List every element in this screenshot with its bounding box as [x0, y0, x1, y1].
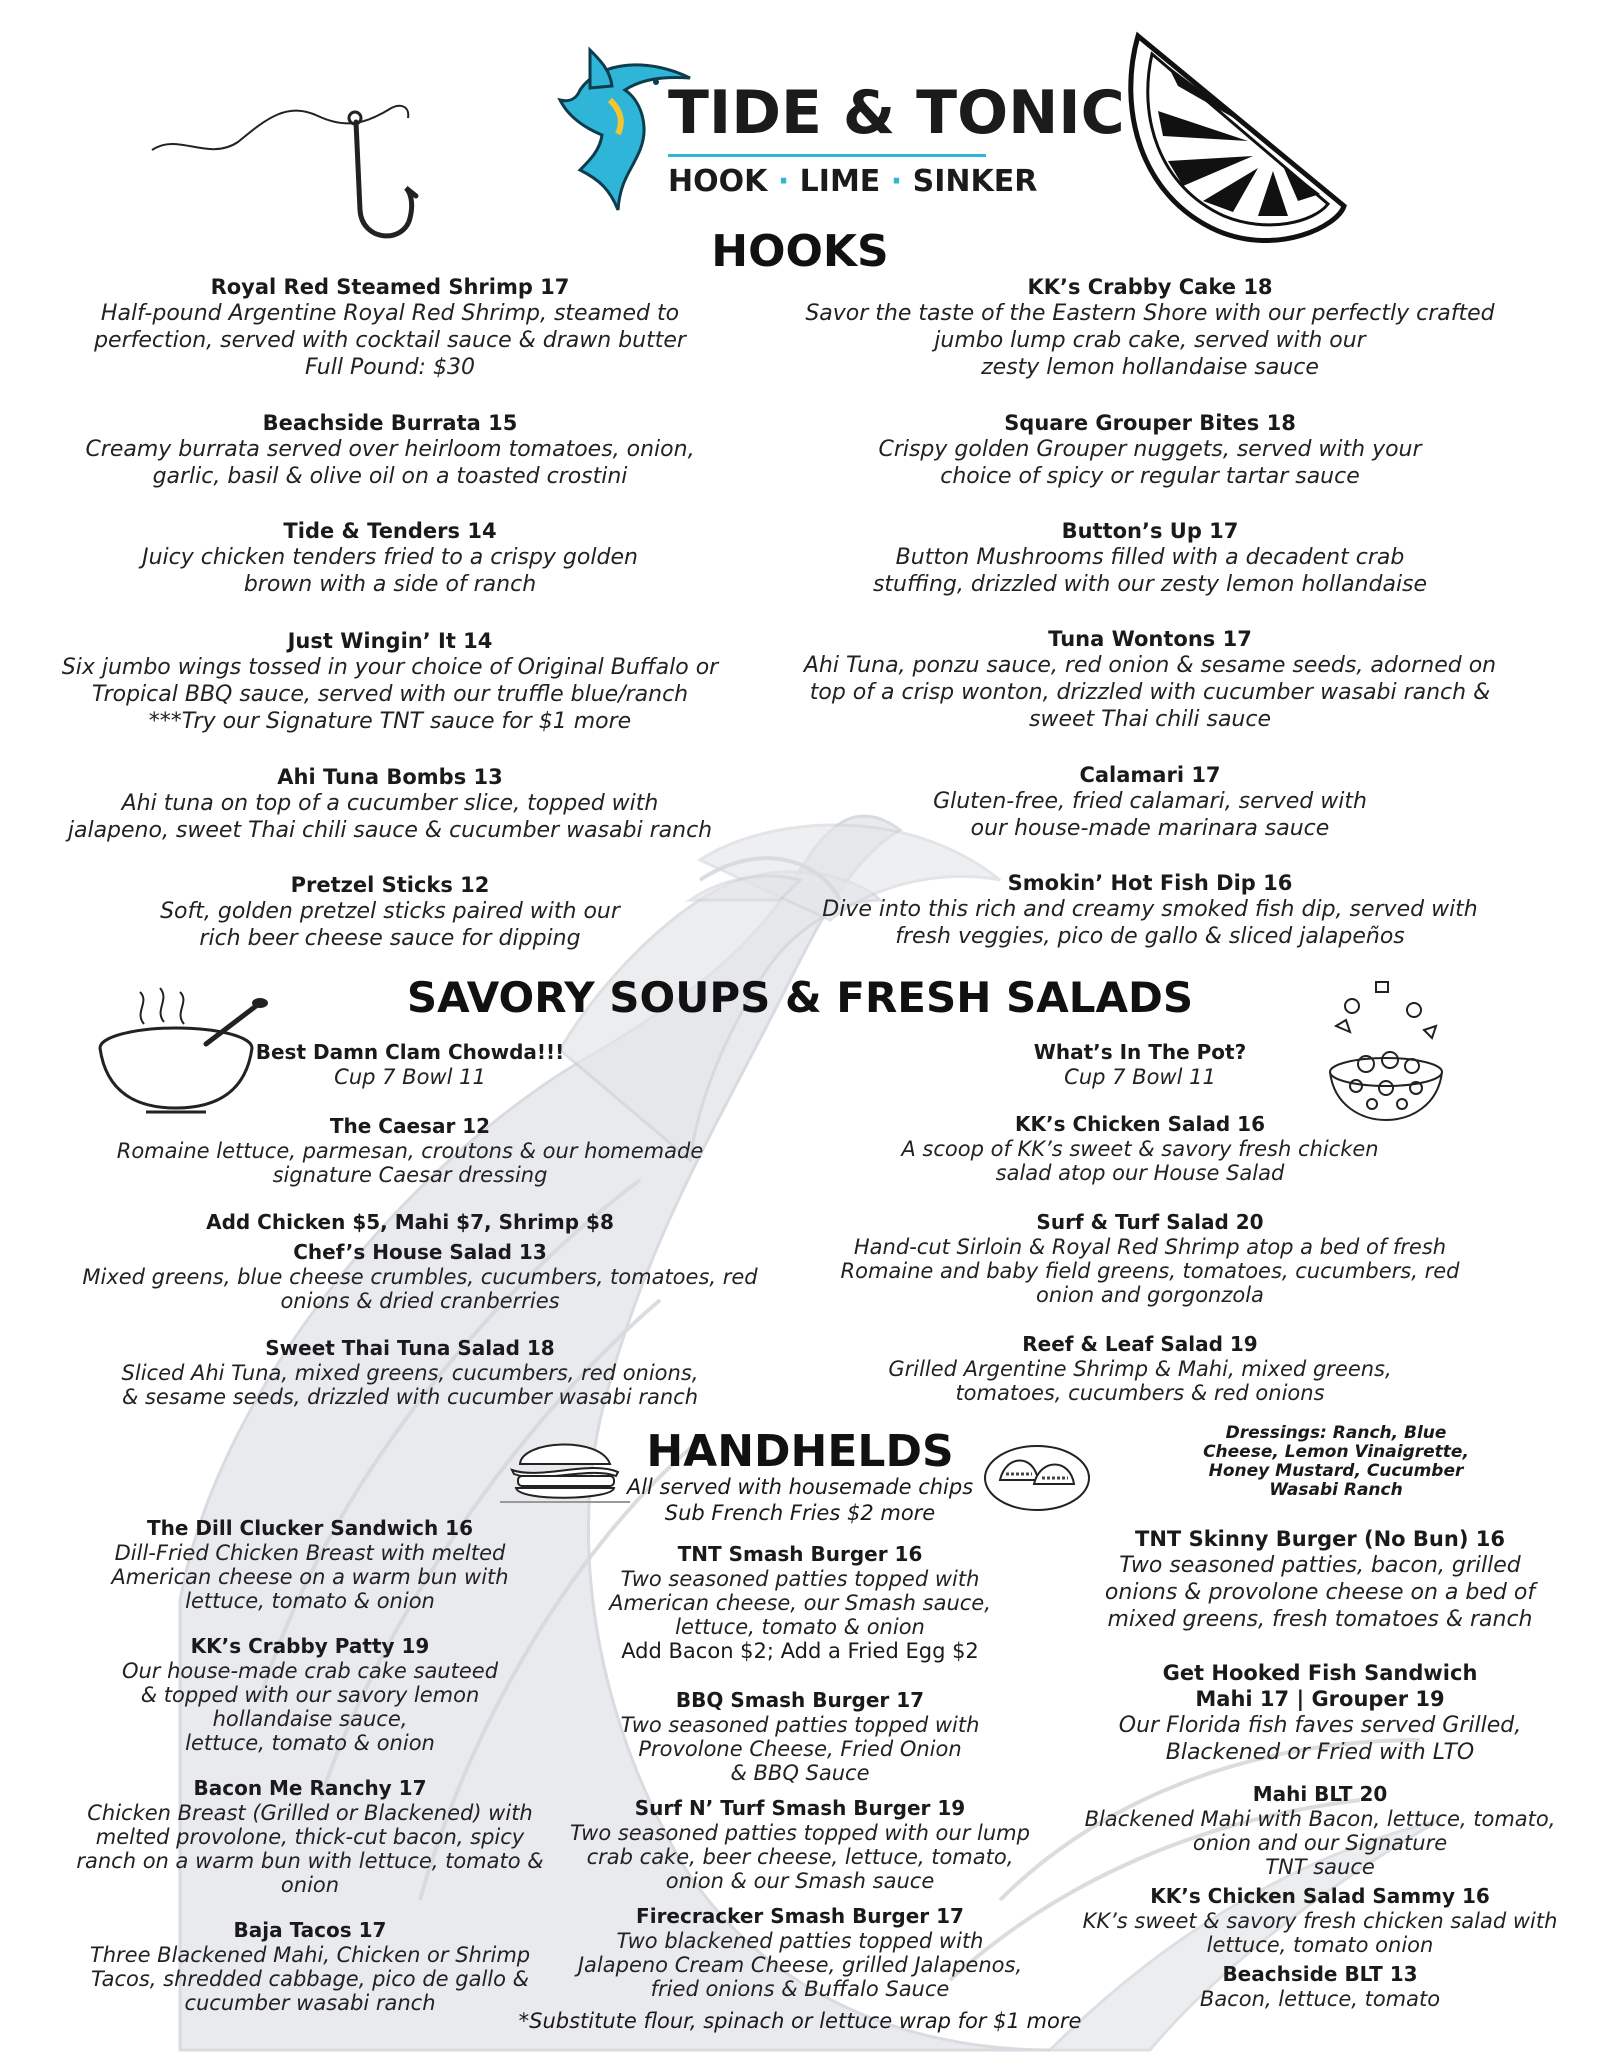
menu-item: Surf & Turf Salad 20 Hand-cut Sirloin & Royal Red Shrimp atop a bed of fresh Romaine and baby field greens, tomatoes, cucumbers, red onion and gorgonzola [840, 1210, 1460, 1307]
logo-title: TIDE & TONIC [668, 78, 1125, 148]
menu-item: KK’s Crabby Patty 19 Our house-made crab cake sauteed & topped with our savory lemon hollandaise sauce, lettuce, tomato & onion [121, 1634, 499, 1755]
menu-item: Add Chicken $5, Mahi $7, Shrimp $8 [206, 1210, 614, 1234]
menu-item: KK’s Chicken Salad Sammy 16 KK’s sweet & savory fresh chicken salad with lettuce, tomato onion [1082, 1884, 1558, 1957]
section-heading-soups: SAVORY SOUPS & FRESH SALADS [406, 973, 1194, 1022]
menu-item: Firecracker Smash Burger 17 Two blackened patties topped with Jalapeno Cream Cheese, grilled Jalapenos, fried onions & Buffalo Sauce [577, 1904, 1023, 2001]
logo-rule [668, 154, 986, 157]
menu-item: Baja Tacos 17 Three Blackened Mahi, Chicken or Shrimp Tacos, shredded cabbage, pico de gallo & cucumber wasabi ranch [89, 1918, 531, 2015]
menu-item: Chef’s House Salad 13 Mixed greens, blue cheese crumbles, cucumbers, tomatoes, red onions & dried cranberries [82, 1240, 758, 1313]
menu-item: Ahi Tuna Bombs 13 Ahi tuna on top of a cucumber slice, topped with jalapeno, sweet Thai chili sauce & cucumber wasabi ranch [67, 765, 713, 843]
menu-item: Royal Red Steamed Shrimp 17 Half-pound Argentine Royal Red Shrimp, steamed to perfection, served with cocktail sauce & drawn butter Full Pound: $30 [94, 275, 686, 380]
menu-item: Bacon Me Ranchy 17 Chicken Breast (Grilled or Blackened) with melted provolone, thick-cut bacon, spicy ranch on a warm bun with lettuce, tomato & onion [76, 1776, 544, 1897]
menu-item: Just Wingin’ It 14 Six jumbo wings tossed in your choice of Original Buffalo or Tropical BBQ sauce, served with our truffle blue/ranch ***Try our Signature TNT sauce for $1 more [61, 629, 719, 734]
section-heading-handhelds: HANDHELDS [646, 1426, 954, 1477]
menu-item: Square Grouper Bites 18 Crispy golden Grouper nuggets, served with your choice of spicy or regular tartar sauce [878, 411, 1422, 489]
menu-item: Sweet Thai Tuna Salad 18 Sliced Ahi Tuna, mixed greens, cucumbers, red onions, & sesame seeds, drizzled with cucumber wasabi ranch [121, 1336, 699, 1409]
menu-item: Best Damn Clam Chowda!!! Cup 7 Bowl 11 [255, 1040, 565, 1089]
menu-item: Button’s Up 17 Button Mushrooms filled with a decadent crab stuffing, drizzled with our zesty lemon hollandaise [872, 519, 1428, 597]
menu-item: The Caesar 12 Romaine lettuce, parmesan, croutons & our homemade signature Caesar dressing [116, 1114, 704, 1187]
menu-item: What’s In The Pot? Cup 7 Bowl 11 [1033, 1040, 1247, 1089]
menu-item: KK’s Crabby Cake 18 Savor the taste of the Eastern Shore with our perfectly crafted jumbo lump crab cake, served with our zesty lemon hollandaise sauce [805, 275, 1495, 380]
menu-item: Pretzel Sticks 12 Soft, golden pretzel sticks paired with our rich beer cheese sauce for dipping [160, 873, 620, 951]
menu-item: TNT Smash Burger 16 Two seasoned patties topped with American cheese, our Smash sauce, lettuce, tomato & onion Add Bacon $2; Add a Fried Egg $2 [609, 1542, 991, 1663]
menu-item: KK’s Chicken Salad 16 A scoop of KK’s sweet & savory fresh chicken salad atop our House Salad [901, 1112, 1379, 1185]
logo-tagline: HOOK · LIME · SINKER [668, 164, 1038, 199]
fishhook-icon [148, 92, 428, 252]
handhelds-note: All served with housemade chips Sub French Fries $2 more [626, 1475, 974, 1525]
menu-item: Get Hooked Fish Sandwich Mahi 17 | Grouper 19 Our Florida fish faves served Grilled, Blackened or Fried with LTO [1118, 1661, 1522, 1765]
menu-item: Beachside Burrata 15 Creamy burrata served over heirloom tomatoes, onion, garlic, basil & olive oil on a toasted crostini [85, 411, 695, 489]
menu-item: Mahi BLT 20 Blackened Mahi with Bacon, lettuce, tomato, onion and our Signature TNT sauce [1084, 1782, 1556, 1879]
section-heading-hooks: HOOKS [711, 226, 889, 277]
menu-item: BBQ Smash Burger 17 Two seasoned patties topped with Provolone Cheese, Fried Onion & BBQ Sauce [620, 1688, 980, 1785]
menu-item: TNT Skinny Burger (No Bun) 16 Two seasoned patties, bacon, grilled onions & provolone cheese on a bed of mixed greens, fresh tomatoes & ranch [1104, 1527, 1536, 1632]
lime-slice-icon [1108, 26, 1348, 246]
menu-item: Calamari 17 Gluten-free, fried calamari, served with our house-made marinara sauce [933, 763, 1367, 841]
menu-item: Beachside BLT 13 Bacon, lettuce, tomato [1199, 1962, 1441, 2011]
menu-item: Reef & Leaf Salad 19 Grilled Argentine Shrimp & Mahi, mixed greens, tomatoes, cucumbers & red onions [888, 1332, 1392, 1405]
menu-item: Smokin’ Hot Fish Dip 16 Dive into this rich and creamy smoked fish dip, served with fresh veggies, pico de gallo & sliced jalapeños [822, 871, 1478, 949]
menu-item: Surf N’ Turf Smash Burger 19 Two seasoned patties topped with our lump crab cake, beer cheese, lettuce, tomato, onion & our Smash sauce [570, 1796, 1030, 1893]
dressings-note: Dressings: Ranch, Blue Cheese, Lemon Vinaigrette, Honey Mustard, Cucumber Wasabi Ranch [1203, 1423, 1469, 1500]
menu-item: Tide & Tenders 14 Juicy chicken tenders fried to a crispy golden brown with a side of ranch [142, 519, 638, 597]
menu-item: Tuna Wontons 17 Ahi Tuna, ponzu sauce, red onion & sesame seeds, adorned on top of a crisp wonton, drizzled with cucumber wasabi ranch & sweet Thai chili sauce [803, 627, 1497, 732]
menu-item: The Dill Clucker Sandwich 16 Dill-Fried Chicken Breast with melted American cheese on a warm bun with lettuce, tomato & onion [111, 1516, 509, 1613]
footnote: *Substitute flour, spinach or lettuce wrap for $1 more [518, 2009, 1082, 2033]
